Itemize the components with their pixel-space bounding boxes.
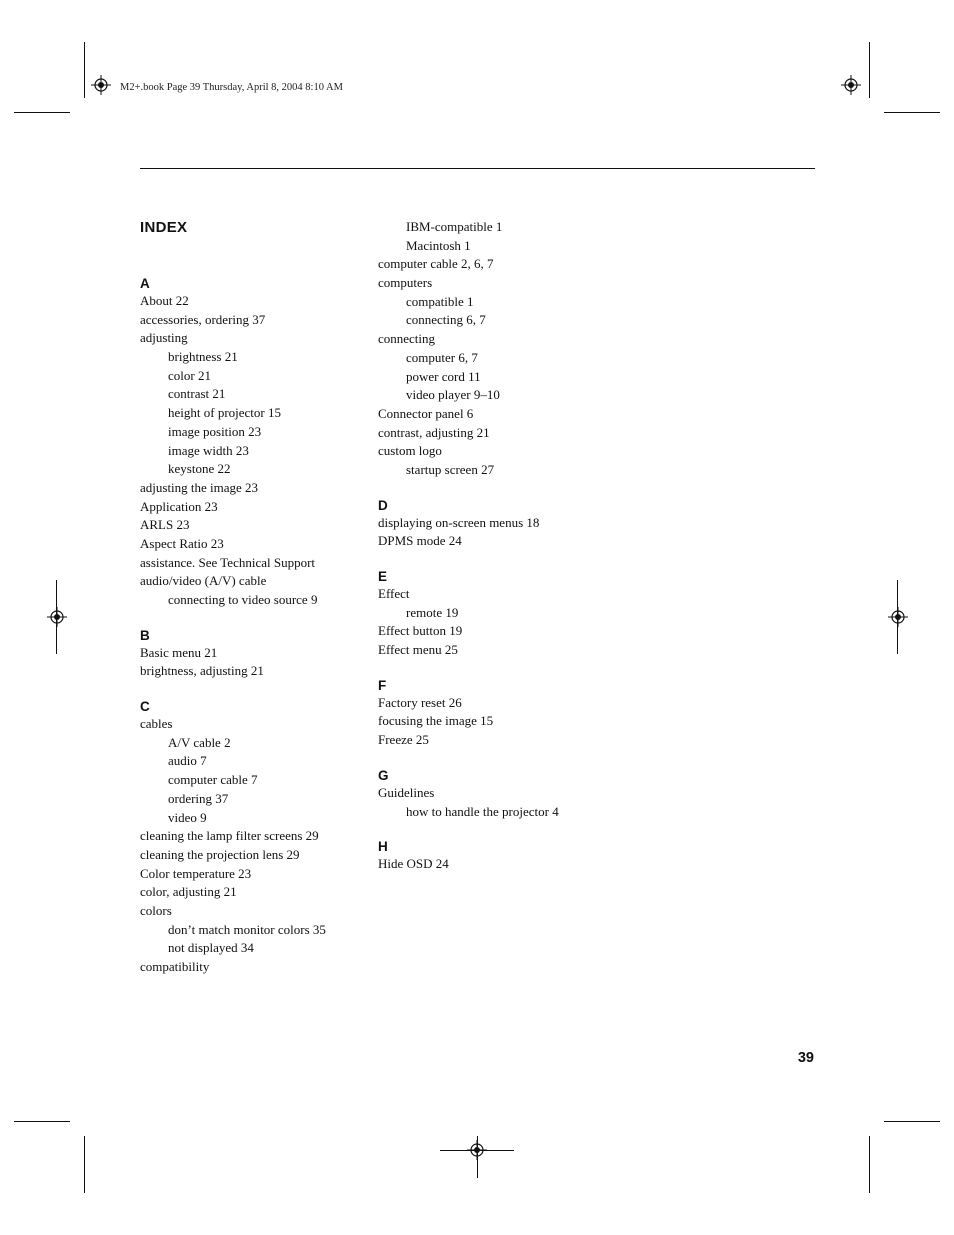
index-entries-right: [378, 218, 608, 874]
index-entries-left: [140, 275, 370, 977]
registration-mark-icon: [841, 75, 861, 95]
index-entry: Effect button 19: [378, 623, 463, 639]
index-subentry: video player 9–10: [406, 387, 500, 403]
index-entry: Color temperature 23: [140, 865, 252, 881]
page-number: 39: [797, 1050, 814, 1066]
section-spacer: [140, 681, 370, 698]
index-subentry: how to handle the projector 4: [406, 803, 559, 819]
index-column-right: [378, 218, 608, 874]
section-spacer: [378, 660, 608, 677]
index-entry: Hide OSD 24: [378, 856, 449, 872]
index-subentry: Macintosh 1: [406, 237, 471, 253]
index-entry: computer cable 2, 6, 7: [378, 256, 494, 272]
index-letter-heading: G: [378, 767, 389, 783]
index-column-left: [140, 218, 370, 977]
index-entry: adjusting the image 23: [140, 479, 259, 495]
index-subentry: brightness 21: [168, 349, 238, 365]
index-entry: cleaning the projection lens 29: [140, 846, 300, 862]
crop-mark: [84, 42, 85, 98]
registration-mark-icon: [888, 607, 908, 627]
section-spacer: [378, 750, 608, 767]
index-subentry: don’t match monitor colors 35: [168, 921, 326, 937]
index-letter-heading: E: [378, 569, 388, 584]
index-entry: adjusting: [140, 330, 188, 346]
crop-mark: [14, 1121, 70, 1122]
index-entry: Basic menu 21: [140, 644, 218, 660]
registration-mark-icon: [47, 607, 67, 627]
index-subentry: remote 19: [406, 604, 459, 620]
index-subentry: audio 7: [168, 753, 207, 769]
index-entry: cables: [140, 716, 173, 732]
index-entry: assistance. See Technical Support: [140, 554, 316, 570]
index-letter-heading: C: [140, 699, 150, 715]
index-entry: cleaning the lamp filter screens 29: [140, 828, 319, 844]
index-subentry: computer cable 7: [168, 772, 258, 788]
index-entry: DPMS mode 24: [378, 533, 462, 549]
index-subentry: video 9: [168, 809, 207, 825]
index-entry: Freeze 25: [378, 732, 429, 748]
index-subentry: A/V cable 2: [168, 734, 231, 750]
index-subentry: power cord 11: [406, 368, 481, 384]
crop-mark: [884, 112, 940, 113]
index-entry: accessories, ordering 37: [140, 311, 266, 327]
index-subentry: ordering 37: [168, 790, 229, 806]
crop-mark: [869, 42, 870, 98]
index-entry: brightness, adjusting 21: [140, 663, 264, 679]
index-entry: audio/video (A/V) cable: [140, 573, 267, 589]
index-letter-heading: F: [378, 677, 387, 693]
index-entry: Connector panel 6: [378, 405, 474, 421]
index-subentry: compatible 1: [406, 293, 474, 309]
index-letter-heading: D: [378, 497, 388, 513]
print-slug: M2+.book Page 39 Thursday, April 8, 2004 8:10 AM: [120, 82, 343, 93]
index-title: INDEX: [140, 219, 188, 236]
crop-mark: [869, 1136, 870, 1193]
index-subentry: height of projector 15: [168, 405, 281, 421]
index-subentry: keystone 22: [168, 461, 231, 477]
section-spacer: [378, 821, 608, 838]
index-entry: displaying on-screen menus 18: [378, 514, 540, 530]
index-subentry: computer 6, 7: [406, 349, 478, 365]
index-entry: ARLS 23: [140, 517, 190, 533]
index-entry: custom logo: [378, 443, 442, 459]
index-entry: color, adjusting 21: [140, 884, 237, 900]
index-subentry: contrast 21: [168, 386, 226, 402]
section-spacer: [140, 610, 370, 627]
index-entry: computers: [378, 275, 433, 291]
index-entry: About 22: [140, 293, 189, 308]
index-subentry: image width 23: [168, 442, 249, 458]
index-letter-heading: A: [140, 276, 150, 291]
index-subentry: IBM-compatible 1: [406, 219, 503, 234]
index-letter-heading: H: [378, 839, 388, 855]
header-rule: [140, 168, 815, 169]
index-subentry: connecting to video source 9: [168, 592, 318, 607]
section-spacer: [378, 480, 608, 497]
registration-mark-icon: [91, 75, 111, 95]
index-letter-heading: B: [140, 627, 150, 643]
crop-mark: [14, 112, 70, 113]
index-subentry: connecting 6, 7: [406, 312, 486, 328]
index-entry: Application 23: [140, 498, 218, 514]
index-entry: Guidelines: [378, 784, 435, 800]
index-subentry: startup screen 27: [406, 461, 495, 477]
index-subentry: color 21: [168, 367, 211, 383]
index-entry: Factory reset 26: [378, 694, 462, 710]
section-spacer: [378, 551, 608, 568]
index-subentry: not displayed 34: [168, 940, 254, 956]
index-entry: Effect menu 25: [378, 642, 458, 658]
index-entry: connecting: [378, 331, 436, 347]
index-entry: Aspect Ratio 23: [140, 535, 224, 551]
index-subentry: image position 23: [168, 423, 262, 439]
index-entry: colors: [140, 902, 172, 918]
crop-mark: [477, 1136, 478, 1178]
index-entry: Effect: [378, 586, 410, 601]
index-entry: contrast, adjusting 21: [378, 424, 490, 440]
index-entry: compatibility: [140, 959, 210, 974]
crop-mark: [884, 1121, 940, 1122]
index-entry: focusing the image 15: [378, 713, 494, 729]
crop-mark: [84, 1136, 85, 1193]
